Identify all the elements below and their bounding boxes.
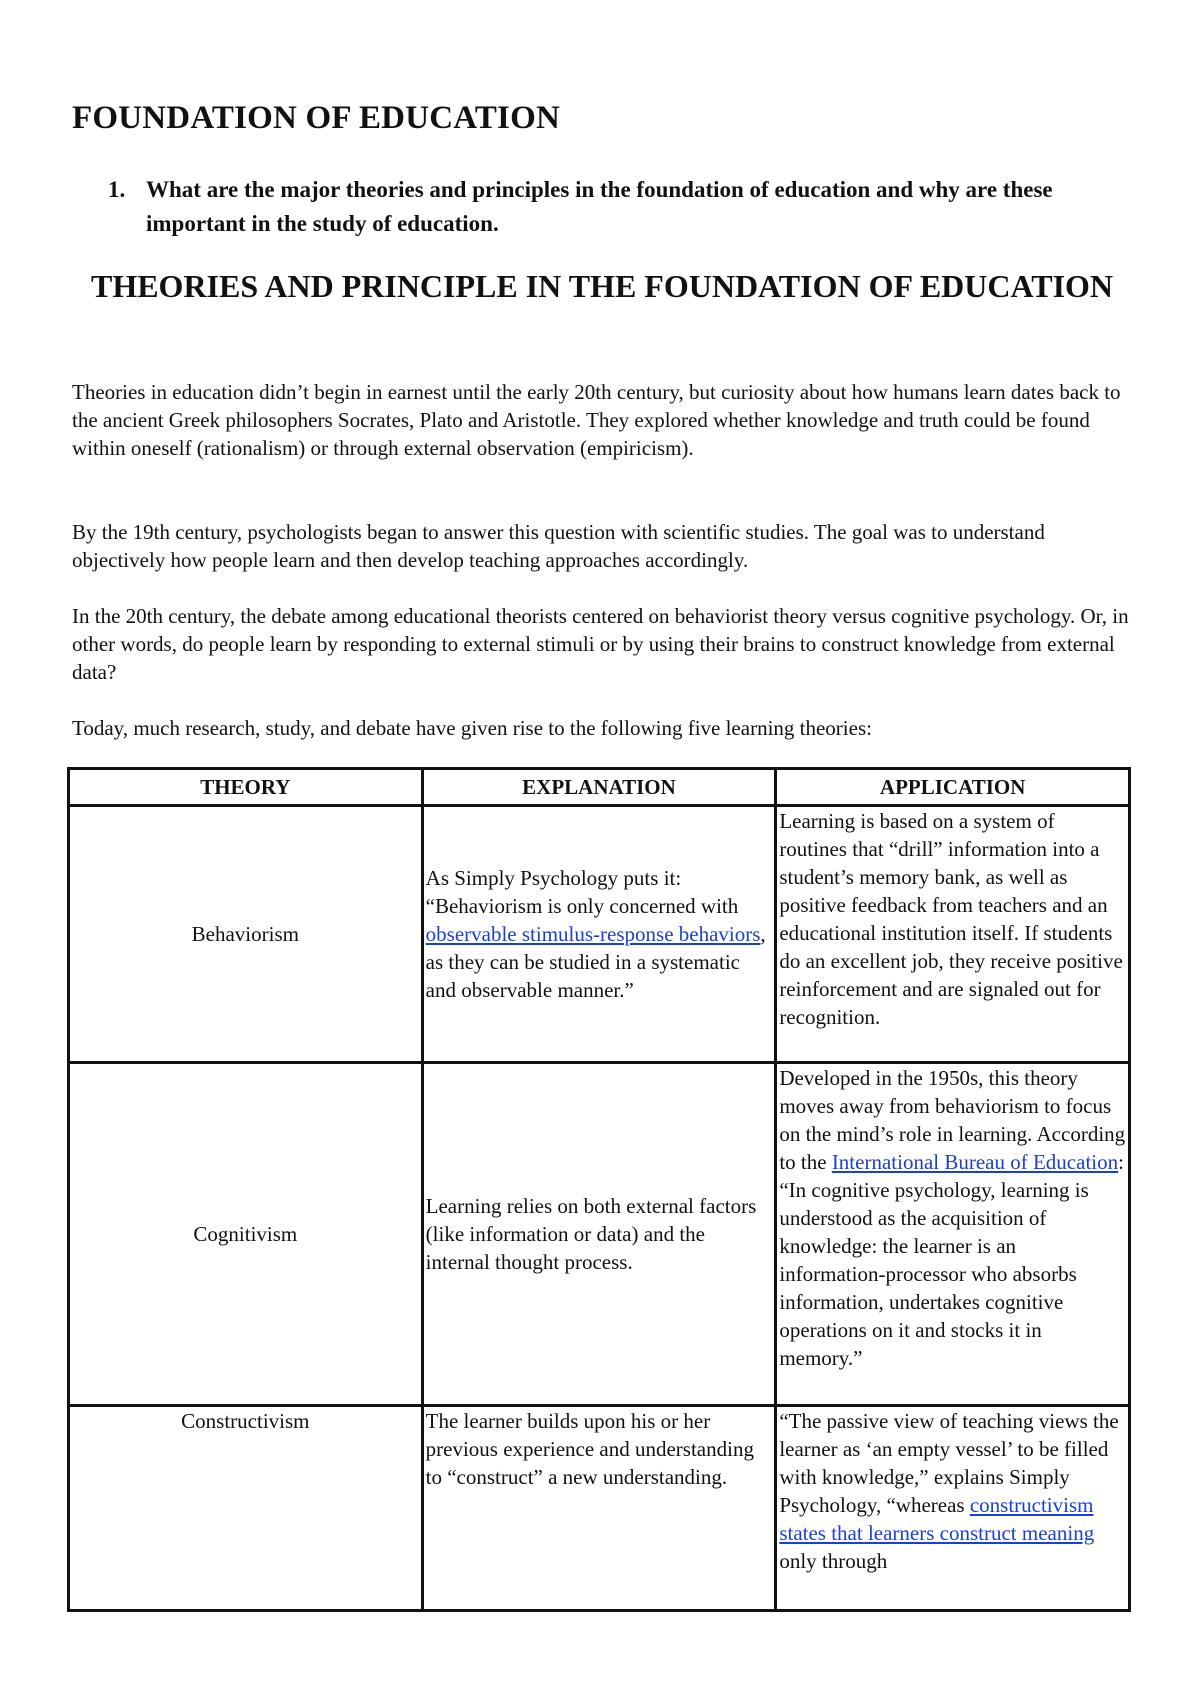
application-text: Developed in the 1950s, this theory moves away from behaviorism to focus on the mind’s role in learning. According to the xyxy=(779,1066,1126,1174)
paragraph-1: Theories in education didn’t begin in earnest until the early 20th century, but curiosity about how humans learn dates back to the ancient Greek philosophers Socrates, Plato and Aristotle. They explored whether knowledge and truth could be found within oneself (rationalism) or through external observation (empiricism). xyxy=(72,380,1121,460)
application-cell xyxy=(776,1063,1130,1406)
question-text: What are the major theories and principles in the foundation of education and why are these important in the study of education. xyxy=(146,177,1053,236)
application-text: “The passive view of teaching views the learner as ‘an empty vessel’ to be filled with knowledge,” explains Simply Psychology, “whereas xyxy=(779,1409,1119,1517)
paragraph-4: Today, much research, study, and debate have given rise to the following five learning theories: xyxy=(72,716,872,740)
document-title: FOUNDATION OF EDUCATION xyxy=(72,100,560,136)
paragraph-3: In the 20th century, the debate among educational theorists centered on behaviorist theory versus cognitive psychology. Or, in other words, do people learn by responding to external stimuli or by using their brains to construct knowledge from external data? xyxy=(72,604,1129,684)
question-number: 1. xyxy=(108,177,126,202)
header-explanation: EXPLANATION xyxy=(422,769,776,806)
ibe-link[interactable]: International Bureau of Education xyxy=(831,1150,1119,1174)
application-text: : “In cognitive psychology, learning is understood as the acquisition of knowledge: the learner is an information-processor who absorbs information, undertakes cognitive operations on it and stocks it in memory.” xyxy=(779,1150,1124,1370)
explanation-cell xyxy=(422,806,776,1063)
table-row xyxy=(69,1063,1130,1406)
constructivism-link[interactable]: constructivism states that learners construct meaning xyxy=(779,1493,1095,1545)
section-title: THEORIES AND PRINCIPLE IN THE FOUNDATION OF EDUCATION xyxy=(90,268,1114,304)
explanation-cell: Learning relies on both external factors (like information or data) and the internal thought process. xyxy=(422,1063,776,1406)
explanation-cell: The learner builds upon his or her previous experience and understanding to “construct” a new understanding. xyxy=(422,1406,776,1611)
table-row xyxy=(69,806,1130,1063)
table-row xyxy=(69,1406,1130,1611)
question-item xyxy=(108,173,1108,241)
theories-table xyxy=(67,767,1131,1612)
theory-cell: Behaviorism xyxy=(69,806,423,1063)
header-theory: THEORY xyxy=(69,769,423,806)
explanation-text: As Simply Psychology puts it: “Behaviorism is only concerned with xyxy=(425,866,739,918)
theory-cell: Cognitivism xyxy=(69,1063,423,1406)
application-cell xyxy=(776,1406,1130,1611)
theory-cell: Constructivism xyxy=(69,1406,423,1611)
explanation-text: , as they can be studied in a systematic and observable manner.” xyxy=(425,922,766,1002)
table-header-row xyxy=(69,769,1130,806)
application-cell: Learning is based on a system of routines that “drill” information into a student’s memory bank, as well as positive feedback from teachers and an educational institution itself. If students do an excellent job, they receive positive reinforcement and are signaled out for recognition. xyxy=(776,806,1130,1063)
application-text: only through xyxy=(779,1549,888,1573)
header-application: APPLICATION xyxy=(776,769,1130,806)
paragraph-2: By the 19th century, psychologists began to answer this question with scientific studies. The goal was to understand objectively how people learn and then develop teaching approaches accordingly. xyxy=(72,520,1045,572)
observable-behaviors-link[interactable]: observable stimulus-response behaviors xyxy=(425,922,761,946)
